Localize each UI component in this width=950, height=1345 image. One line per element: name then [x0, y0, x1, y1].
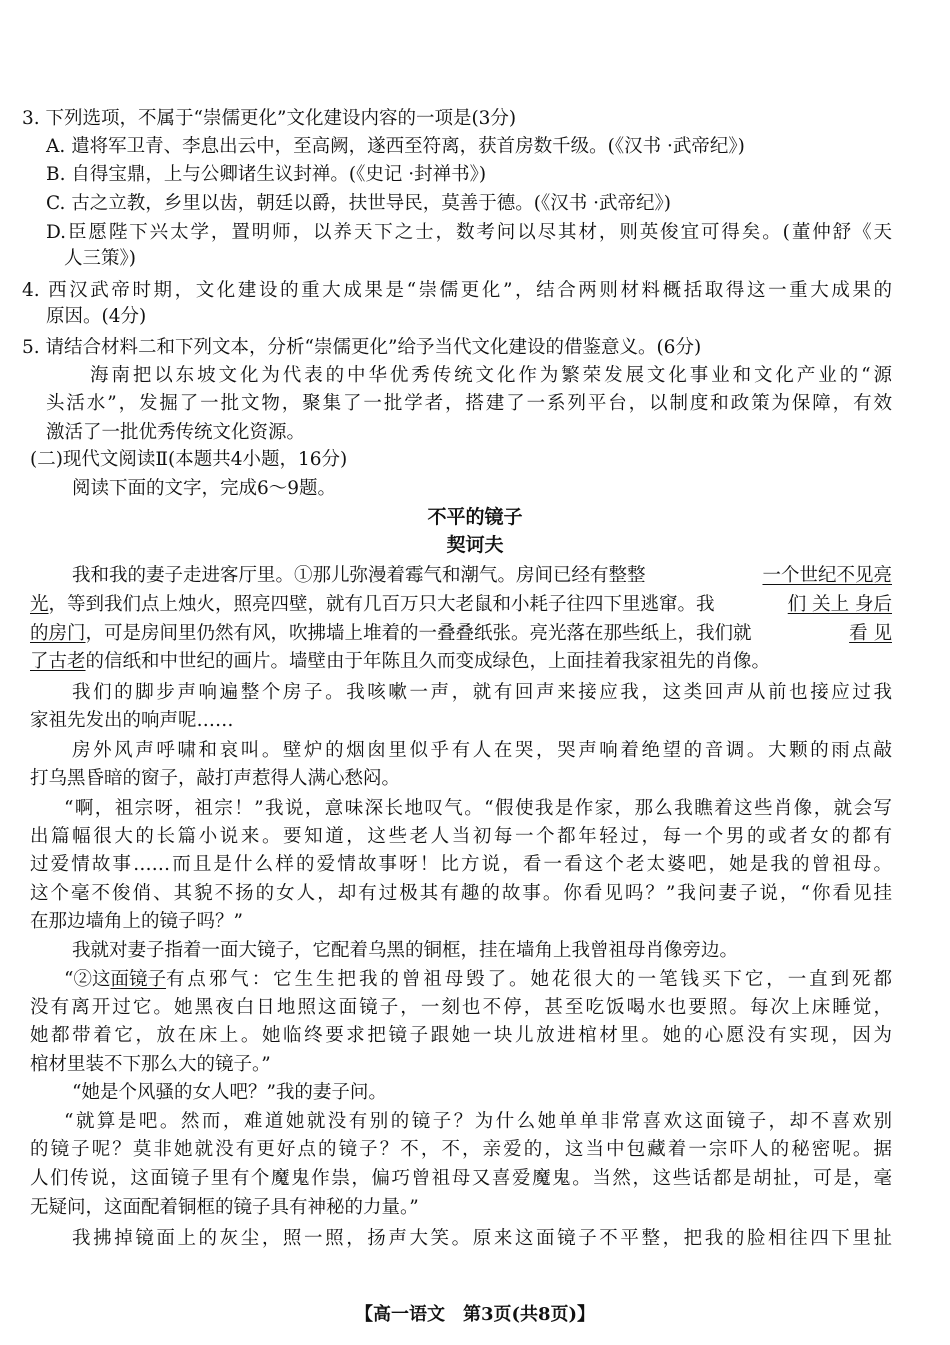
story-text: 我和我的妻子走进客厅里。①那儿弥漫着霉气和潮气。房间已经有整整 — [72, 565, 646, 586]
story-line: 她都带着它，放在床上。她临终要求把镜子跟她一块儿放进棺材里。她的心愿没有实现，因为 — [30, 1025, 892, 1046]
story-text: ，等到我们点上烛火，照亮四壁，就有几百万只大老鼠和小耗子往四下里逃窜。我 — [48, 594, 715, 615]
story-line — [30, 621, 892, 647]
underlined-phrase: 们 关上 身后 — [787, 594, 892, 615]
story-text: ，可是房间里仍然有风，吹拂墙上堆着的一叠叠纸张。亮光落在那些纸上，我们就 — [85, 623, 752, 644]
question-3-option-d: D.臣愿陛下兴太学，置明师，以养天下之士，数考问以尽其材，则英俊宜可得矣。(董仲舒《天 — [46, 222, 892, 243]
question-4-stem: 4. 西汉武帝时期，文化建设的重大成果是“崇儒更化”，结合两则材料概括取得这一重大成果的 — [22, 280, 892, 301]
question-5-text-line: 激活了一批优秀传统文化资源。 — [46, 422, 306, 443]
story-line: 在那边墙角上的镜子吗？” — [30, 911, 243, 932]
story-line: 人们传说，这面镜子里有个魔鬼作祟，偏巧曾祖母又喜爱魔鬼。当然，这些话都是胡扯，可是，毫 — [30, 1168, 892, 1189]
story-line: “就算是吧。然而，难道她就没有别的镜子？为什么她单单非常喜欢这面镜子，却不喜欢别 — [64, 1111, 892, 1132]
story-line: 我们的脚步声响遍整个房子。我咳嗽一声，就有回声来接应我，这类回声从前也接应过我 — [72, 682, 892, 703]
question-3-option-a: A. 遣将军卫青、李息出云中，至高阙，遂西至符离，获首房数千级。(《汉书 ·武帝纪》) — [46, 136, 745, 157]
story-line: 出篇幅很大的长篇小说来。要知道，这些老人当初每一个都年轻过，每一个男的或者女的都有 — [30, 826, 892, 847]
story-line: 过爱情故事……而且是什么样的爱情故事呀！比方说，看一看这个老太婆吧，她是我的曾祖母。 — [30, 854, 892, 875]
underlined-phrase: 的房门 — [30, 623, 86, 644]
story-line: 的镜子呢？莫非她就没有更好点的镜子？不，不，亲爱的，这当中包藏着一宗吓人的秘密呢。据 — [30, 1139, 892, 1160]
story-line: 家祖先发出的响声呢…… — [30, 710, 234, 731]
section-heading: (二)现代文阅读Ⅱ(本题共4小题，16分) — [30, 449, 348, 470]
underlined-phrase: 面镜子 — [110, 969, 166, 990]
question-3-option-b: B. 自得宝鼎，上与公卿诸生议封禅。(《史记 ·封禅书》) — [46, 164, 487, 185]
question-4-stem-cont: 原因。(4分) — [46, 306, 147, 327]
story-line: 我拂掉镜面上的灰尘，照一照，扬声大笑。原来这面镜子不平整，把我的脸相往四下里扯 — [72, 1228, 892, 1249]
question-5-text-line: 头活水”，发掘了一批文物，聚集了一批学者，搭建了一系列平台，以制度和政策为保障，有效 — [46, 393, 892, 414]
story-line: “她是个风骚的女人吧？”我的妻子问。 — [72, 1082, 387, 1103]
story-line — [64, 967, 892, 993]
story-line: 我就对妻子指着一面大镜子，它配着乌黑的铜框，挂在墙角上我曾祖母肖像旁边。 — [72, 940, 739, 961]
story-line: “啊，祖宗呀，祖宗！”我说，意味深长地叹气。“假使我是作家，那么我瞧着这些肖像，就会写 — [64, 798, 892, 819]
story-text: 有点邪气：它生生把我的曾祖母毁了。她花很大的一笔钱买下它，一直到死都 — [165, 969, 892, 990]
story-line — [72, 563, 892, 589]
story-line: 棺材里装不下那么大的镜子。” — [30, 1054, 271, 1075]
story-text: “②这 — [64, 969, 111, 990]
underlined-phrase: 一个世纪不见亮 — [762, 565, 892, 586]
question-5-stem: 5. 请结合材料二和下列文本，分析“崇儒更化”给予当代文化建设的借鉴意义。(6分) — [22, 337, 702, 358]
story-line: 这个毫不俊俏、其貌不扬的女人，却有过极其有趣的故事。你看见吗？”我问妻子说，“你看见挂 — [30, 883, 892, 904]
story-line: 房外风声呼啸和哀叫。壁炉的烟囱里似乎有人在哭，哭声响着绝望的音调。大颗的雨点敲 — [72, 740, 892, 761]
page-footer: 【高一语文 第3页(共8页)】 — [354, 1304, 596, 1325]
story-text: 的信纸和中世纪的画片。墙壁由于年陈且久而变成绿色，上面挂着我家祖先的肖像。 — [85, 651, 771, 672]
underlined-phrase: 光 — [30, 594, 49, 615]
question-3-option-d-cont: 人三策》) — [64, 248, 136, 269]
question-5-text-line: 海南把以东坡文化为代表的中华优秀传统文化作为繁荣发展文化事业和文化产业的“源 — [90, 365, 892, 386]
story-line: 无疑问，这面配着铜框的镜子具有神秘的力量。” — [30, 1197, 419, 1218]
story-line — [30, 649, 770, 675]
story-author: 契诃夫 — [446, 534, 504, 556]
underlined-phrase: 了古老 — [30, 651, 86, 672]
question-3-stem: 3. 下列选项，不属于“崇儒更化”文化建设内容的一项是(3分) — [22, 108, 517, 129]
story-line: 没有离开过它。她黑夜白日地照这面镜子，一刻也不停，甚至吃饭喝水也要照。每次上床睡觉， — [30, 997, 892, 1018]
story-line — [30, 592, 892, 618]
underlined-phrase: 看 见 — [849, 623, 892, 644]
question-3-option-c: C. 古之立教，乡里以齿，朝廷以爵，扶世导民，莫善于德。(《汉书 ·武帝纪》) — [46, 193, 671, 214]
story-line: 打乌黑昏暗的窗子，敲打声惹得人满心愁闷。 — [30, 768, 401, 789]
section-instruction: 阅读下面的文字，完成6～9题。 — [72, 478, 337, 499]
story-title: 不平的镜子 — [427, 506, 523, 528]
